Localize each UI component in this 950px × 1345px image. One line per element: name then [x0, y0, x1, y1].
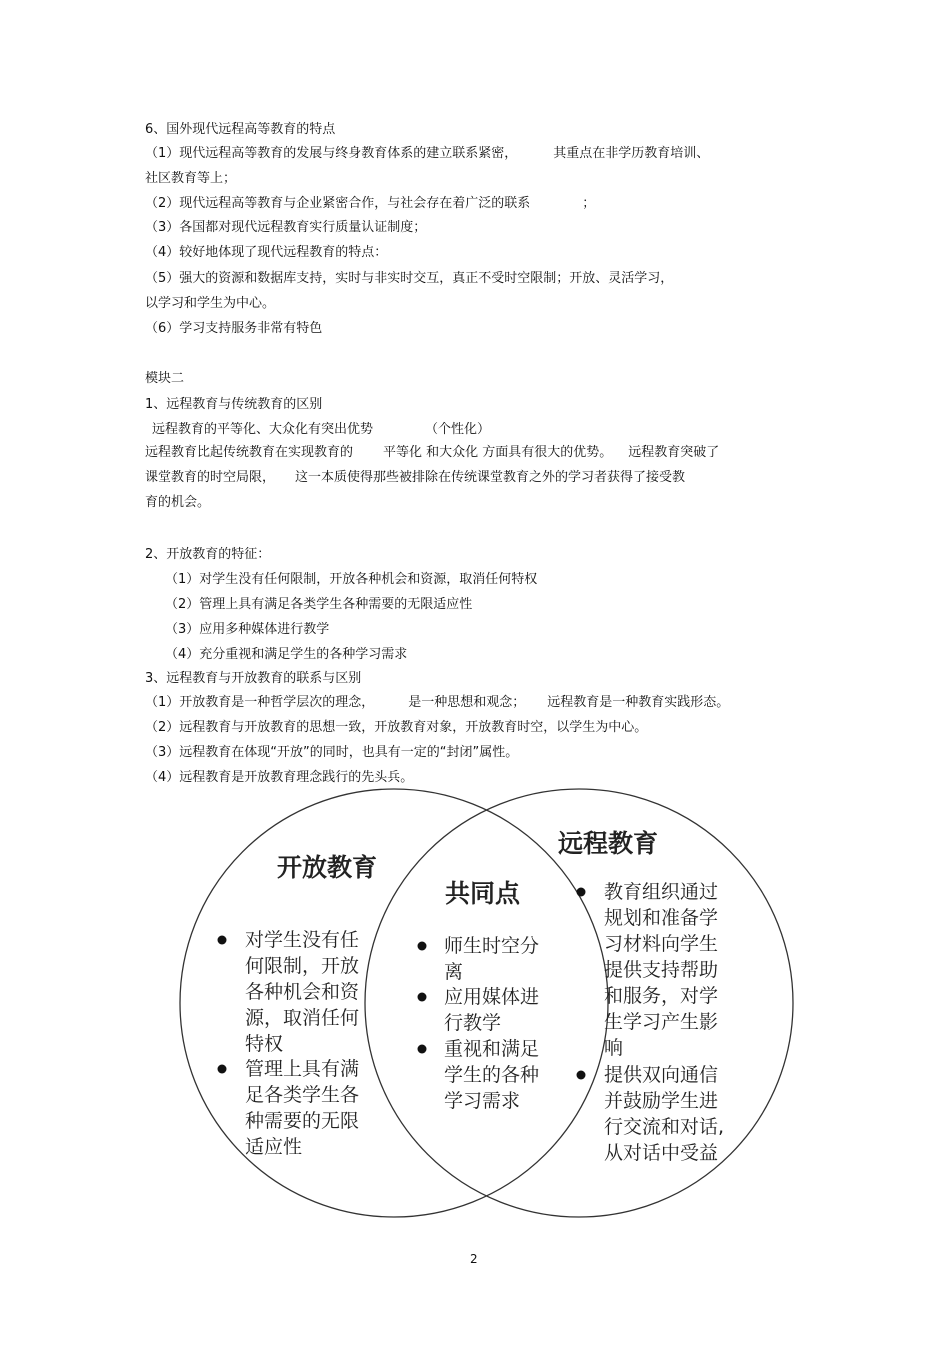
venn-center-b3-line: 学生的各种 — [444, 1064, 540, 1086]
module2-s1-line2-c: 远程教育突破了 — [628, 445, 720, 460]
section6-item2-b: ； — [582, 196, 596, 211]
venn-bullet — [577, 888, 586, 897]
venn-right-b2-line: 从对话中受益 — [604, 1142, 719, 1164]
module2-s1-line2-b: 平等化 和大众化 方面具有很大的优势。 — [383, 445, 613, 460]
section6-title: 6、国外现代远程高等教育的特点 — [145, 122, 336, 137]
section6-item3: （3）各国都对现代远程教育实行质量认证制度； — [145, 220, 427, 235]
section6-item5: （5）强大的资源和数据库支持，实时与非实时交互，真正不受时空限制；开放、灵活学习， — [145, 271, 674, 286]
venn-center-b2-line: 应用媒体进 — [444, 986, 540, 1008]
venn-right-b1-line: 提供支持帮助 — [604, 959, 719, 981]
module2-s3-item1-a: （1）开放教育是一种哲学层次的理念， — [145, 695, 375, 710]
module2-s1-line2-a: 远程教育比起传统教育在实现教育的 — [145, 445, 354, 460]
venn-left-b2-line: 足各类学生各 — [245, 1084, 360, 1106]
venn-left-b1-line: 对学生没有任 — [245, 929, 360, 951]
venn-left-title: 开放教育 — [277, 853, 378, 882]
module2-s1-line3-b: 这一本质使得那些被排除在传统课堂教育之外的学习者获得了接受教 — [295, 470, 686, 485]
module2-s3-item1-b: 是一种思想和观念； — [408, 695, 526, 710]
venn-center-b3-line: 学习需求 — [444, 1090, 521, 1112]
venn-left-b1-line: 各种机会和资 — [245, 981, 360, 1003]
module2-s2-item: （1）对学生没有任何限制，开放各种机会和资源，取消任何特权 — [165, 572, 538, 587]
venn-left-b2-line: 种需要的无限 — [245, 1110, 360, 1132]
module2-s1-line4: 育的机会。 — [145, 495, 211, 510]
module2-s3-item2: （2）远程教育与开放教育的思想一致，开放教育对象，开放教育时空，以学生为中心。 — [145, 720, 648, 735]
venn-right-b1-line: 规划和准备学 — [604, 907, 719, 929]
venn-bullet — [418, 942, 427, 951]
venn-right-b1-line: 生学习产生影 — [604, 1011, 719, 1033]
section6-item4: （4）较好地体现了现代远程教育的特点： — [145, 245, 388, 260]
venn-left-b2-line: 适应性 — [245, 1136, 303, 1158]
module2-s1-title: 1、远程教育与传统教育的区别 — [145, 397, 323, 412]
venn-right-b2-line: 提供双向通信 — [604, 1064, 719, 1086]
venn-bullet — [418, 993, 427, 1002]
section6-item1-cont: 社区教育等上； — [145, 171, 237, 186]
venn-center-b1-line: 师生时空分 — [444, 935, 540, 957]
module2-title: 模块二 — [145, 371, 185, 386]
venn-bullet — [418, 1045, 427, 1054]
module2-s2-item: （4）充分重视和满足学生的各种学习需求 — [165, 647, 408, 662]
venn-center-title: 共同点 — [445, 879, 521, 908]
venn-right-b1-line: 习材料向学生 — [604, 933, 719, 955]
venn-right-b1-line: 响 — [604, 1037, 624, 1059]
module2-s3-title: 3、远程教育与开放教育的联系与区别 — [145, 671, 362, 686]
venn-center-b1-line: 离 — [444, 961, 464, 983]
venn-right-b2-line: 行交流和对话, — [604, 1116, 725, 1138]
venn-left-b2-line: 管理上具有满 — [245, 1058, 360, 1080]
module2-s3-item1-c: 远程教育是一种教育实践形态。 — [547, 695, 730, 710]
module2-s3-item4: （4）远程教育是开放教育理念践行的先头兵。 — [145, 770, 414, 785]
venn-right-b1-line: 和服务，对学 — [604, 985, 719, 1007]
venn-bullet — [577, 1071, 586, 1080]
module2-s1-line3-a: 课堂教育的时空局限， — [145, 470, 276, 485]
venn-left-b1-line: 何限制，开放 — [245, 955, 360, 977]
module2-s2-title: 2、开放教育的特征： — [145, 547, 271, 562]
venn-right-title: 远程教育 — [558, 829, 659, 858]
module2-s1-line1-b: （个性化） — [425, 422, 491, 437]
venn-center-b3-line: 重视和满足 — [444, 1038, 540, 1060]
module2-s3-item3: （3）远程教育在体现“开放”的同时，也具有一定的“封闭”属性。 — [145, 745, 519, 760]
module2-s2-item: （3）应用多种媒体进行教学 — [165, 622, 330, 637]
page-number: 2 — [470, 1252, 478, 1266]
module2-s1-line1-a: 远程教育的平等化、大众化有突出优势 — [152, 422, 374, 437]
section6-item2-a: （2）现代远程高等教育与企业紧密合作，与社会存在着广泛的联系 — [145, 196, 531, 211]
module2-s2-item: （2）管理上具有满足各类学生各种需要的无限适应性 — [165, 597, 473, 612]
venn-right-b1-line: 教育组织通过 — [604, 881, 719, 903]
section6-item6: （6）学习支持服务非常有特色 — [145, 321, 323, 336]
section6-item1-b: 其重点在非学历教育培训、 — [553, 146, 710, 161]
venn-left-b1-line: 源，取消任何 — [245, 1007, 360, 1029]
venn-right-b2-line: 并鼓励学生进 — [604, 1090, 719, 1112]
section6-item5-cont: 以学习和学生为中心。 — [145, 296, 276, 311]
venn-bullet — [218, 1065, 227, 1074]
venn-left-b1-line: 特权 — [245, 1033, 284, 1055]
venn-center-b2-line: 行教学 — [444, 1012, 502, 1034]
venn-bullet — [218, 936, 227, 945]
section6-item1-a: （1）现代远程高等教育的发展与终身教育体系的建立联系紧密， — [145, 146, 518, 161]
